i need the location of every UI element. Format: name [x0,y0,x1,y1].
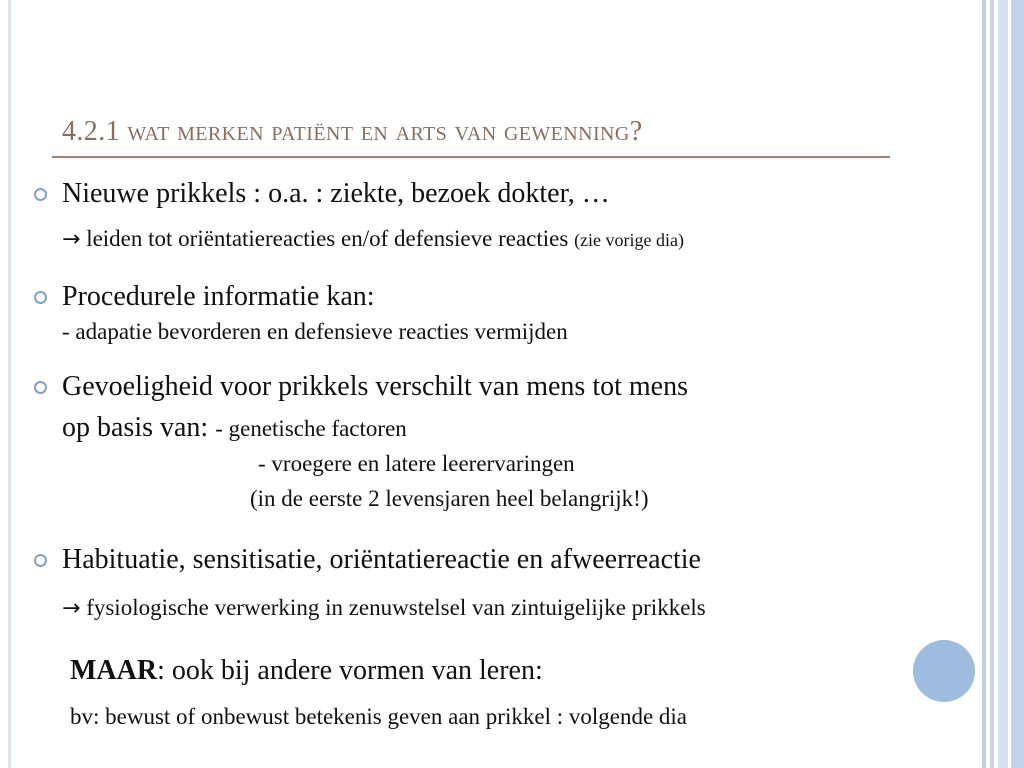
bullet-3-text: Gevoeligheid voor prikkels verschilt van mens tot mens [62,371,688,402]
bullet-1-sub-note: (zie vorige dia) [574,230,685,250]
bullet-3-line2-main: op basis van: [62,412,216,443]
bullet-1-sub-text: leiden tot oriëntatiereacties en/of defensieve reacties [80,226,575,251]
bullet-4-subline [62,595,706,621]
maar-bold: MAAR [70,655,158,686]
title-underline [52,156,890,158]
right-arrow-icon: → [62,596,81,621]
bullet-circle-icon [34,554,47,567]
bullet-1-text: Nieuwe prikkels : o.a. : ziekte, bezoek dokter, … [62,178,610,209]
right-arrow-icon: → [62,227,81,252]
maar-example: bv: bewust of onbewust betekenis geven aan prikkel : volgende dia [70,704,688,729]
bullet-3-line3: - vroegere en latere leerervaringen [258,451,575,476]
bullet-2-text: Procedurele informatie kan: [62,281,375,312]
bullet-circle-icon [34,188,47,201]
maar-rest: : ook bij andere vormen van leren: [157,655,543,686]
bullet-1-subline [62,226,684,252]
slide-title: 4.2.1 wat merken patiënt en arts van gewenning? [62,116,643,147]
right-frame-stripes [980,0,1024,768]
bullet-4-text: Habituatie, sensitisatie, oriëntatiereactie en afweerreactie [62,544,701,575]
bullet-3-line2-item: - genetische factoren [215,416,407,441]
decorative-circle [913,640,975,702]
bullet-4-sub-text: fysiologische verwerking in zenuwstelsel van zintuigelijke prikkels [80,595,706,620]
maar-line [70,655,543,687]
bullet-2-subline: - adapatie bevorderen en defensieve reacties vermijden [62,319,568,344]
left-frame-line [8,0,11,768]
bullet-3-line2 [62,412,407,444]
bullet-circle-icon [34,291,47,304]
bullet-circle-icon [34,381,47,394]
bullet-3-line4: (in de eerste 2 levensjaren heel belangrijk!) [250,486,649,511]
